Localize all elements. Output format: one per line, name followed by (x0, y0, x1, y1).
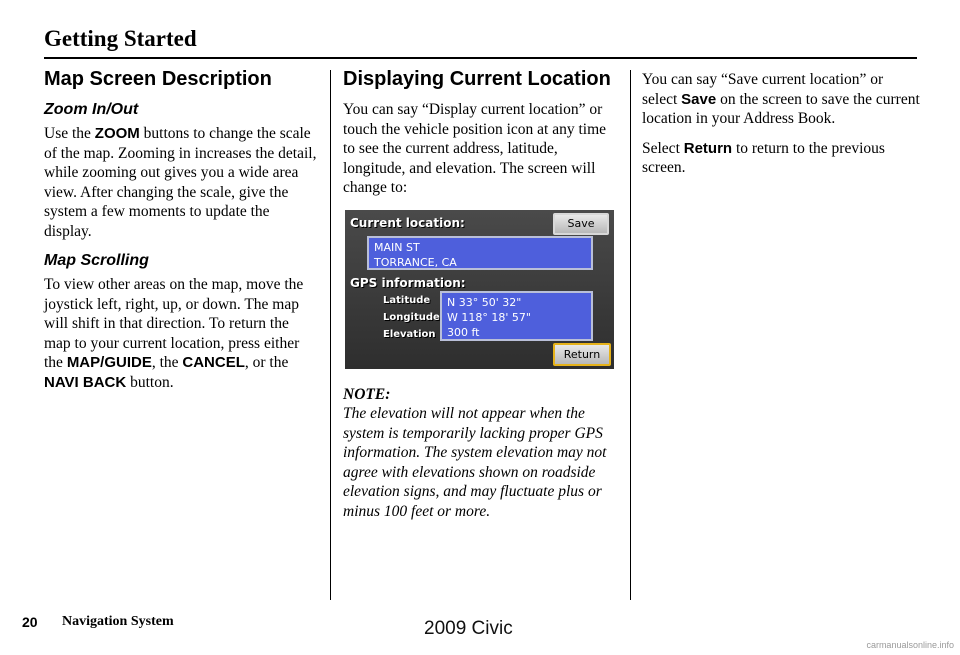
screen-save-button[interactable]: Save (553, 213, 609, 235)
note-body: The elevation will not appear when the system is temporarily lacking proper GPS information. The system elevation may not agree with elevations shown on roadside elevation signs, and may fluctuate plus or minus 100 feet or more. (343, 405, 607, 520)
screen-longitude-label: Longitude (383, 311, 440, 323)
return-paragraph: Select Return to return to the previous screen. (642, 139, 885, 176)
screen-return-button[interactable]: Return (553, 343, 611, 366)
screen-address-box (367, 236, 593, 270)
navigation-screen-image (345, 210, 614, 369)
site-watermark: carmanualsonline.info (866, 640, 954, 650)
return-keyword: Return (683, 139, 733, 157)
save-keyword: Save (681, 90, 717, 108)
subheading-map-scrolling: Map Scrolling (44, 252, 149, 269)
scrolling-paragraph: To view other areas on the map, move the joystick left, right, up, or down. The map will shift in that direction. To return the map to your current location, press either the MAP/GUIDE, the CANCEL, or the NAVI BACK button. (44, 276, 304, 391)
screen-latitude-label: Latitude (383, 294, 431, 306)
section-heading-map-screen: Map Screen Description (44, 68, 272, 90)
column-save-return (642, 70, 920, 188)
zoom-keyword: ZOOM (94, 125, 140, 142)
column-divider-left (330, 70, 331, 600)
page-header-title: Getting Started (44, 26, 197, 51)
note-label: NOTE: (343, 385, 391, 403)
current-location-intro: You can say “Display current location” or touch the vehicle position icon at any time to see the current address, latitude, longitude, and elevation. The screen will change to: (343, 101, 607, 196)
footer-section-title: Navigation System (62, 614, 174, 629)
column-divider-right (630, 70, 631, 600)
page-number: 20 (22, 614, 38, 630)
screen-address-line2: TORRANCE, CA (374, 255, 457, 269)
screen-gps-label: GPS information: (350, 275, 466, 290)
zoom-paragraph: Use the ZOOM buttons to change the scale of the map. Zooming in increases the detail, while zooming out gives you a wide area view. After changing the scale, give the system a few moments to update the display. (44, 125, 317, 240)
map-guide-keyword: MAP/GUIDE (66, 354, 152, 371)
screen-latitude-value: N 33° 50' 32" (447, 295, 522, 309)
column-current-location (343, 66, 621, 531)
subheading-zoom: Zoom In/Out (44, 101, 139, 118)
screen-gps-box (440, 291, 593, 341)
screen-address-line1: MAIN ST (374, 240, 420, 254)
section-heading-current-location: Displaying Current Location (343, 68, 611, 90)
screen-longitude-value: W 118° 18' 57" (447, 310, 531, 324)
screen-current-location-label: Current location: (350, 215, 465, 230)
screen-elevation-value: 300 ft (447, 325, 480, 339)
screen-elevation-label: Elevation (383, 328, 436, 340)
navi-back-keyword: NAVI BACK (44, 373, 127, 391)
column-map-screen (44, 66, 318, 402)
cancel-keyword: CANCEL (182, 354, 245, 371)
save-paragraph: You can say “Save current location” or select Save on the screen to save the current location in your Address Book. (642, 71, 920, 127)
header-divider (44, 57, 917, 59)
vehicle-model-caption: 2009 Civic (424, 618, 513, 639)
